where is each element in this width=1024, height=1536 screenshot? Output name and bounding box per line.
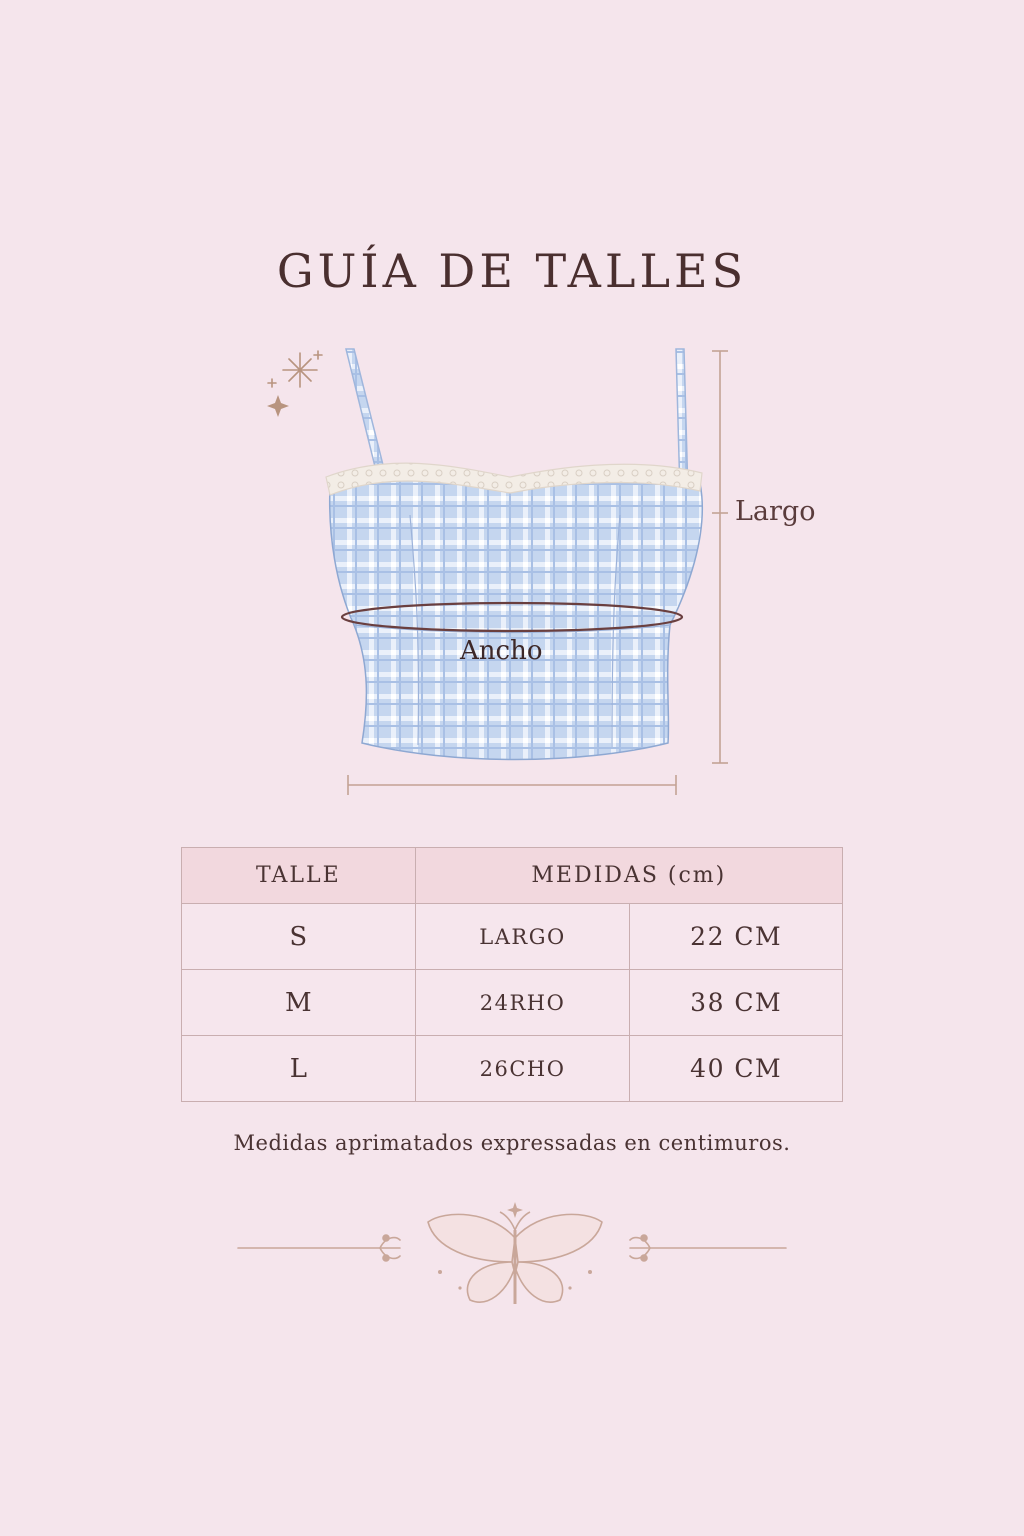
- header-size: TALLE: [182, 848, 416, 904]
- measure-value-cell: 40 CM: [630, 1036, 843, 1102]
- measure-label-cell: 24RHO: [415, 970, 630, 1036]
- measure-label-cell: LARGO: [415, 904, 630, 970]
- camisole-illustration: [250, 335, 850, 805]
- butterfly-icon: [230, 1200, 800, 1320]
- size-cell: M: [182, 970, 416, 1036]
- garment-diagram: [250, 335, 850, 805]
- table-header-row: [182, 848, 843, 904]
- measure-label-cell: 26CHO: [415, 1036, 630, 1102]
- table-row: [182, 1036, 843, 1102]
- measurement-note: Medidas aprimatados expressadas en centimuros.: [233, 1131, 791, 1155]
- size-cell: L: [182, 1036, 416, 1102]
- table-row: [182, 970, 843, 1036]
- size-table: [181, 847, 843, 1102]
- measure-value-cell: 22 CM: [630, 904, 843, 970]
- width-label: Ancho: [460, 636, 543, 666]
- header-measures: MEDIDAS (cm): [415, 848, 842, 904]
- table-row: [182, 904, 843, 970]
- measure-value-cell: 38 CM: [630, 970, 843, 1036]
- size-cell: S: [182, 904, 416, 970]
- length-label: Largo: [735, 496, 816, 527]
- page-title: GUÍA DE TALLES: [276, 244, 748, 298]
